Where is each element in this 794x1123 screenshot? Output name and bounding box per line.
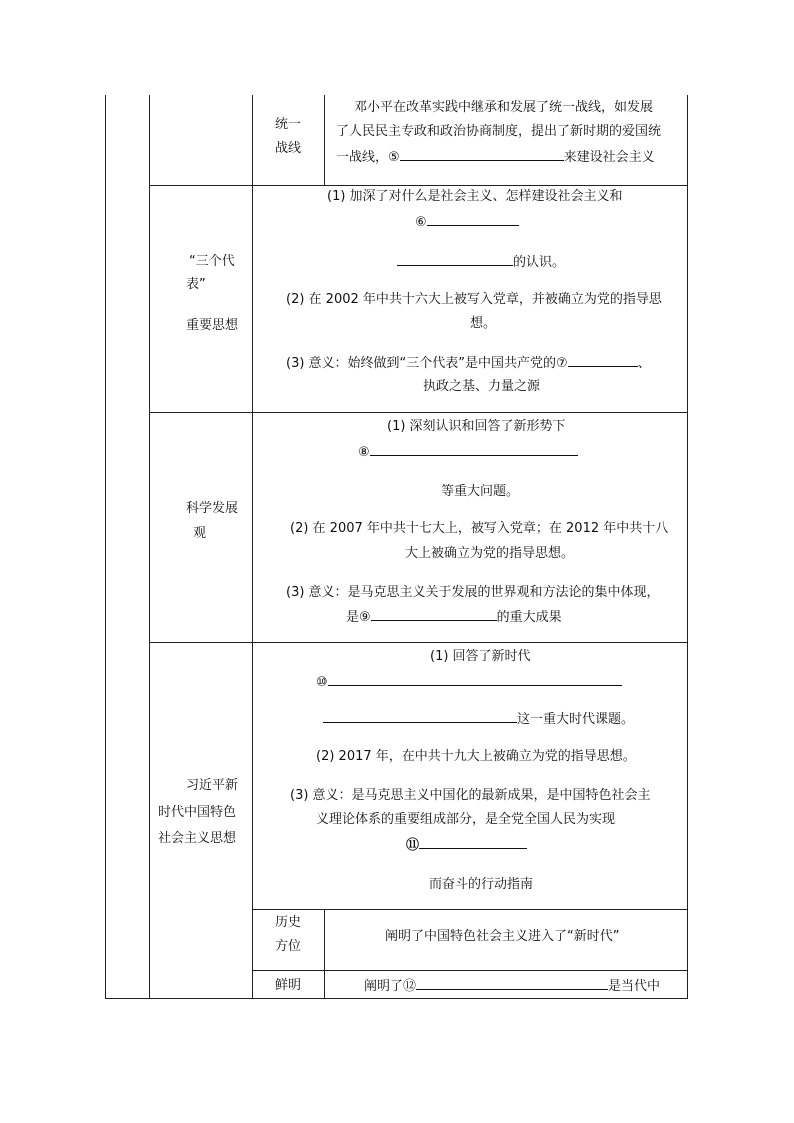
scientific-outlook-p2-line2: 大上被确立为党的指导思想。 <box>405 546 575 561</box>
xi-thought-label-2: 时代中国特色 <box>158 805 237 820</box>
distinct-prefix: 阐明了⑫ <box>364 979 417 994</box>
three-represents-p3-prefix: (3) 意义：始终做到“三个代表”是中国共产党的⑦ <box>286 356 568 371</box>
history-position-label-1: 历史 <box>274 915 301 930</box>
table-border-right <box>687 95 688 999</box>
three-represents-p2-line2: 想。 <box>470 316 497 331</box>
xi-thought-p3-line1: (3) 意义：是马克思主义中国化的最新成果，是中国特色社会主 <box>290 788 651 803</box>
table-row-divider-3 <box>149 642 688 643</box>
three-represents-label-1: “三个代 <box>189 254 235 269</box>
table-row-divider-1 <box>149 185 688 186</box>
scientific-outlook-label-2: 观 <box>193 526 207 541</box>
scientific-outlook-p1-line1: (1) 深刻认识和回答了新形势下 <box>387 419 566 434</box>
xi-thought-p1-line2 <box>316 673 622 692</box>
table-divider-sub1 <box>324 95 325 185</box>
blank-8 <box>370 443 578 456</box>
three-represents-p3-line1 <box>286 354 651 373</box>
three-represents-label-3: 重要思想 <box>186 318 239 333</box>
scientific-outlook-p3-line1: (3) 意义：是马克思主义关于发展的世界观和方法论的集中体现， <box>286 585 660 600</box>
three-represents-p1-line2 <box>415 213 519 232</box>
xi-thought-p1-line1: (1) 回答了新时代 <box>430 649 531 664</box>
distinct-label: 鲜明 <box>274 978 301 993</box>
marker-6: ⑥ <box>415 215 427 230</box>
blank-12 <box>416 977 608 990</box>
xi-thought-label-3: 社会主义思想 <box>158 831 237 846</box>
united-front-label-2: 战线 <box>274 141 301 156</box>
scientific-outlook-p2-line1: (2) 在 2007 年中共十七大上，被写入党章；在 2012 年中共十八 <box>290 521 669 536</box>
blank-9 <box>371 608 497 621</box>
history-position-label-2: 方位 <box>274 939 301 954</box>
marker-8: ⑧ <box>358 445 370 460</box>
scientific-outlook-p1-line3: 等重大问题。 <box>441 484 520 499</box>
xi-thought-p3-line3 <box>406 836 527 855</box>
blank-7 <box>568 354 638 367</box>
three-represents-p3-suffix: 、 <box>637 356 651 371</box>
three-represents-p1-line3 <box>397 253 565 272</box>
distinct-suffix: 是当代中 <box>608 979 661 994</box>
united-front-text-3-suffix: 来建设社会主义 <box>563 150 655 165</box>
three-represents-p2-line1: (2) 在 2002 年中共十六大上被写入党章，并被确立为党的指导思 <box>286 292 662 307</box>
scientific-outlook-p3-prefix: 是⑨ <box>346 610 371 625</box>
xi-thought-p3-line4: 而奋斗的行动指南 <box>429 877 534 892</box>
three-represents-p3-line2: 执政之基、力量之源 <box>423 379 541 394</box>
three-represents-p1-suffix: 的认识。 <box>513 255 566 270</box>
xi-thought-p1-suffix: 这一重大时代课题。 <box>517 712 635 727</box>
history-position-text: 阐明了中国特色社会主义进入了“新时代” <box>385 929 620 944</box>
table-row-divider-4 <box>252 909 688 910</box>
table-row-divider-2 <box>149 412 688 413</box>
table-divider-sub2 <box>324 909 325 999</box>
united-front-text-3-prefix: 一战线，⑤ <box>336 150 400 165</box>
table-divider-col1 <box>149 95 150 999</box>
table-divider-col2 <box>252 95 253 999</box>
blank-10b <box>323 710 517 723</box>
blank-6a <box>427 213 519 226</box>
blank-6b <box>397 253 513 266</box>
scientific-outlook-p1-line2 <box>358 443 578 462</box>
table-row-divider-5 <box>252 970 688 971</box>
xi-thought-p2-line1: (2) 2017 年，在中共十九大上被确立为党的指导思想。 <box>316 749 636 764</box>
xi-thought-p1-line3 <box>323 710 634 729</box>
scientific-outlook-p3-line2 <box>346 608 562 627</box>
xi-thought-p3-line2: 义理论体系的重要组成部分，是全党全国人民为实现 <box>316 812 616 827</box>
marker-10: ⑩ <box>316 675 328 690</box>
united-front-text-2: 了人民民主专政和政治协商制度，提出了新时期的爱国统 <box>336 124 662 139</box>
blank-11 <box>419 836 527 849</box>
united-front-label-1: 统一 <box>274 117 301 132</box>
xi-thought-label-1: 习近平新 <box>186 778 239 793</box>
three-represents-label-2: 表” <box>186 277 206 292</box>
three-represents-p1-line1: (1) 加深了对什么是社会主义、怎样建设社会主义和 <box>327 189 623 204</box>
united-front-text-3 <box>336 148 655 167</box>
table-border-left <box>105 95 106 999</box>
scientific-outlook-label-1: 科学发展 <box>186 501 239 516</box>
table-border-bottom <box>105 998 688 999</box>
blank-10a <box>328 673 622 686</box>
distinct-text <box>364 977 660 996</box>
united-front-text-1: 邓小平在改革实践中继承和发展了统一战线，如发展 <box>354 100 654 115</box>
blank-5 <box>400 148 564 161</box>
marker-11: ⑪ <box>406 838 420 853</box>
scientific-outlook-p3-suffix: 的重大成果 <box>496 610 562 625</box>
